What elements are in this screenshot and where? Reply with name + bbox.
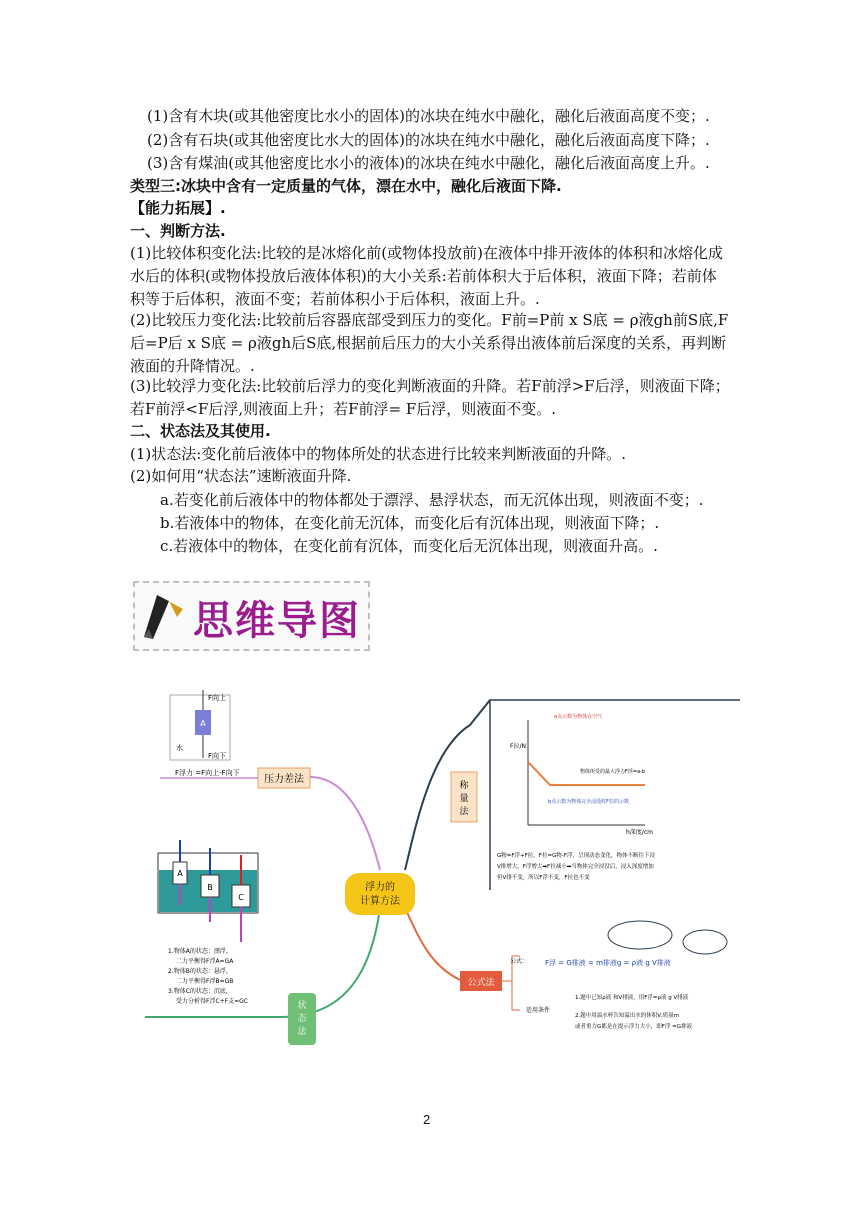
- svg-text:二力平衡得F浮A=GA: 二力平衡得F浮A=GA: [176, 958, 234, 965]
- paragraph-volume-method: (1)比较体积变化法:比较的是冰熔化前(或物体投放前)在液体中排开液体的体积和冰熔化成水后的体积(或物体投放后液体体积)的大小关系:若前体积大于后体积，液面下降；若前体积等于后体积，液面不变；若前体积小于后体积，液面上升。.: [130, 244, 724, 308]
- pen-icon: [139, 587, 189, 645]
- mindmap-banner: [133, 581, 370, 651]
- page-number: 2: [423, 1112, 431, 1127]
- svg-text:公式法: 公式法: [467, 978, 495, 988]
- svg-text:B: B: [207, 883, 213, 892]
- svg-text:b点示数为物体完全浸没时F拉的示数: b点示数为物体完全浸没时F拉的示数: [548, 799, 630, 805]
- svg-text:适用条件: 适用条件: [526, 1007, 551, 1014]
- svg-text:公式：: 公式：: [510, 958, 529, 965]
- svg-text:A: A: [200, 719, 206, 728]
- svg-text:G物=F浮+F拉，F拉=G物-F浮，呈现动态变化，物体不断往: G物=F浮+F拉，F拉=G物-F浮，呈现动态变化，物体不断往下浸: [497, 853, 655, 859]
- type3-heading: 类型三:冰块中含有一定质量的气体，漂在水中，融化后液面下降.: [130, 177, 562, 195]
- svg-text:V排增大，F浮增大➡F拉减小➡当物体完全浸没后，浸入深度增加: V排增大，F浮增大➡F拉减小➡当物体完全浸没后，浸入深度增加: [497, 864, 654, 870]
- svg-text:或者重力G都是在提示浮力大小，即F浮 =G排液: 或者重力G都是在提示浮力大小，即F浮 =G排液: [575, 1024, 693, 1030]
- paragraph-buoyancy-method: (3)比较浮力变化法:比较前后浮力的变化判断液面的升降。若F前浮>F后浮，则液面下降；若F前浮<F后浮,则液面上升；若F前浮= F后浮，则液面不变。.: [130, 377, 730, 418]
- svg-text:受力分析得F浮C+F支=GC: 受力分析得F浮C+F支=GC: [176, 998, 248, 1005]
- pressure-formula: F浮力 =F向上-F向下: [175, 769, 240, 777]
- state-rule-a: a.若变化前后液体中的物体都处于漂浮、悬浮状态，而无沉体出现，则液面不变；.: [160, 491, 704, 509]
- svg-text:F向上: F向上: [208, 694, 227, 702]
- svg-text:1.物体A的状态：漂浮，: 1.物体A的状态：漂浮，: [168, 948, 232, 955]
- svg-text:法: 法: [297, 1027, 307, 1037]
- rule-line-1: (1)含有木块(或其他密度比水小的固体)的冰块在纯水中融化，融化后液面高度不变；.: [147, 107, 710, 125]
- center-node-label-1: 浮力的: [365, 882, 395, 893]
- svg-text:F向下: F向下: [208, 752, 227, 760]
- svg-text:A: A: [177, 869, 183, 878]
- rule-line-3: (3)含有煤油(或其他密度比水小的液体)的冰块在纯水中融化，融化后液面高度上升。.: [147, 154, 710, 172]
- ability-heading: 【能力拓展】.: [130, 199, 226, 217]
- svg-text:量: 量: [459, 794, 469, 804]
- svg-text:3.物体C的状态：沉底，: 3.物体C的状态：沉底，: [168, 988, 232, 995]
- svg-text:称: 称: [459, 781, 469, 791]
- svg-text:法: 法: [459, 807, 469, 817]
- svg-text:物体所受的最大浮力F浮=a-b: 物体所受的最大浮力F浮=a-b: [580, 769, 646, 775]
- state-description: [168, 947, 248, 1005]
- svg-text:h深度/cm: h深度/cm: [626, 829, 653, 836]
- state-line-1: (1)状态法:变化前后液体中的物体所处的状态进行比较来判断液面的升降。.: [130, 445, 627, 463]
- svg-text:1.题中已知ρ液 和V排液，用F浮=ρ液 g V排液: 1.题中已知ρ液 和V排液，用F浮=ρ液 g V排液: [575, 995, 689, 1001]
- svg-text:水: 水: [176, 744, 183, 752]
- svg-text:F浮 = G排液 = m排液g = ρ液 g V排液: F浮 = G排液 = m排液g = ρ液 g V排液: [545, 959, 671, 967]
- svg-text:但V排不变，所以F浮不变，F拉也不变: 但V排不变，所以F浮不变，F拉也不变: [497, 875, 590, 881]
- mindmap-diagram: [140, 680, 740, 1050]
- svg-text:状: 状: [297, 1001, 307, 1011]
- paragraph-pressure-method: (2)比较压力变化法:比较前后容器底部受到压力的变化。F前=P前 x S底 = ρ液gh前S底,F后=P后 x S底 = ρ液gh后S底,根据前后压力的大小关系得出液体前后深度的关系，再判断液面的升降情况。.: [130, 311, 729, 375]
- state-line-2: (2)如何用“状态法”速断液面升降.: [130, 467, 352, 485]
- state-rule-b: b.若液体中的物体，在变化前无沉体，而变化后有沉体出现，则液面下降；.: [160, 514, 660, 532]
- section-1-heading: 一、判断方法.: [130, 222, 226, 240]
- svg-text:C: C: [238, 893, 244, 902]
- svg-text:态: 态: [297, 1014, 307, 1024]
- banner-title: 思维导图: [193, 598, 361, 644]
- svg-text:2.题中用溢水杯告知溢出水的体积V,质量m: 2.题中用溢水杯告知溢出水的体积V,质量m: [575, 1013, 680, 1019]
- pressure-node-label: 压力差法: [264, 774, 304, 785]
- svg-text:a点示数为物体在空气: a点示数为物体在空气: [554, 714, 603, 720]
- center-node: [345, 873, 415, 915]
- svg-text:F拉/N: F拉/N: [510, 743, 526, 750]
- center-node-label-2: 计算方法: [360, 896, 400, 907]
- state-rule-c: c.若液体中的物体，在变化前有沉体，而变化后无沉体出现，则液面升高。.: [160, 537, 658, 555]
- rule-line-2: (2)含有石块(或其他密度比水大的固体)的冰块在纯水中融化，融化后液面高度下降；.: [147, 131, 710, 149]
- section-2-heading: 二、状态法及其使用.: [130, 422, 271, 440]
- svg-text:2.物体B的状态：悬浮，: 2.物体B的状态：悬浮，: [168, 968, 232, 975]
- svg-text:二力平衡得F浮B=GB: 二力平衡得F浮B=GB: [176, 978, 234, 985]
